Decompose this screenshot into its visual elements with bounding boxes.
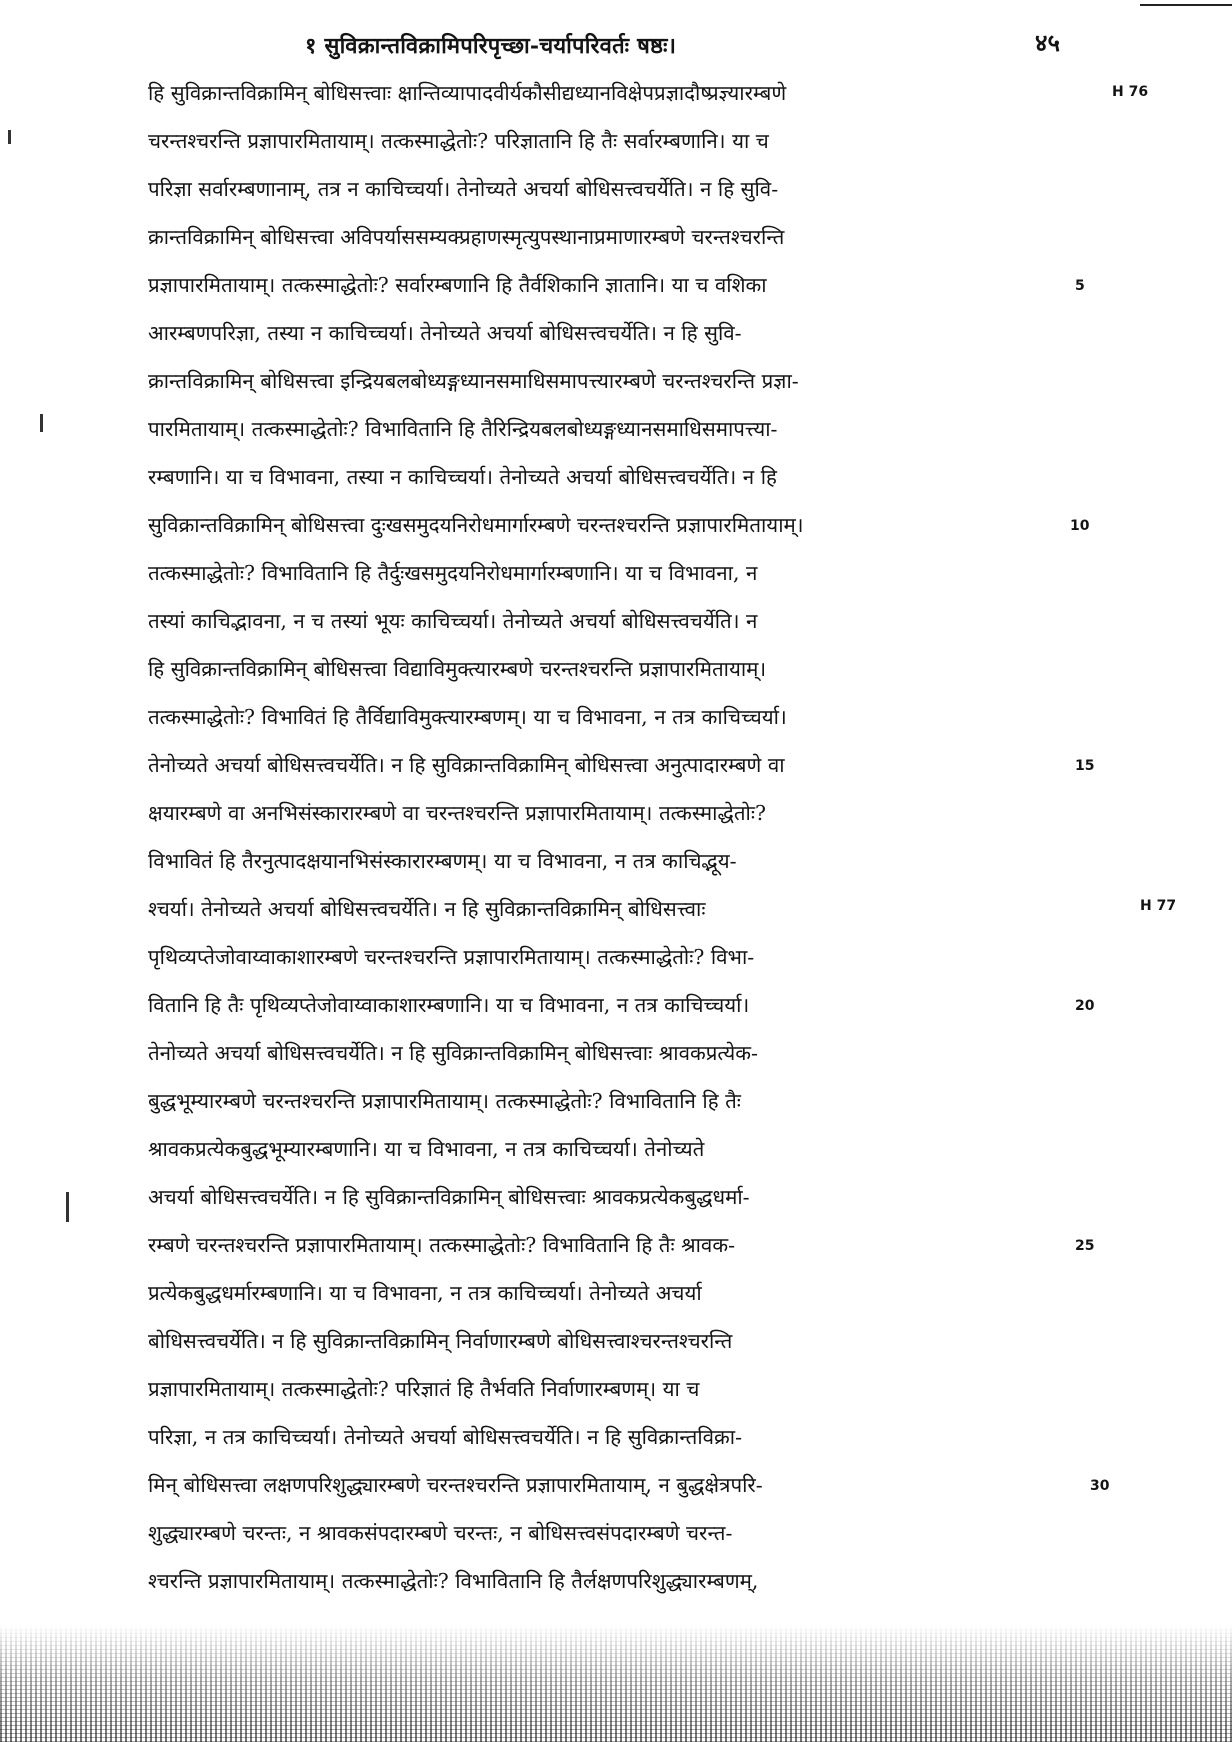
text-line: श्रावकप्रत्येकबुद्धभूम्यारम्बणानि। या च विभावना, न तत्र काचिच्चर्या। तेनोच्यते bbox=[148, 1137, 705, 1161]
line-number: 15 bbox=[1075, 758, 1095, 774]
line-number: 20 bbox=[1075, 998, 1095, 1014]
text-line: पृथिव्यप्तेजोवाय्वाकाशारम्बणे चरन्तश्चरन्ति प्रज्ञापारमितायाम्। तत्कस्माद्धेतोः? विभा- bbox=[148, 945, 755, 969]
text-line: परिज्ञा सर्वारम्बणानाम्, तत्र न काचिच्चर्या। तेनोच्यते अचर्या बोधिसत्त्वचर्येति। न हि सुवि- bbox=[148, 177, 779, 201]
text-line: रम्बणे चरन्तश्चरन्ति प्रज्ञापारमितायाम्। तत्कस्माद्धेतोः? विभावितानि हि तैः श्रावक- bbox=[148, 1233, 735, 1257]
text-line: हि सुविक्रान्तविक्रामिन् बोधिसत्त्वाः क्षान्तिव्यापादवीर्यकौसीद्यध्यानविक्षेपप्रज्ञादौष्प्रज्ञ्यारम्बणे bbox=[148, 81, 787, 105]
line-number: 10 bbox=[1070, 518, 1090, 534]
text-line: विभावितं हि तैरनुत्पादक्षयानभिसंस्कारारम्बणम्। या च विभावना, न तत्र काचिद्भूय- bbox=[148, 849, 737, 873]
text-line: क्षयारम्बणे वा अनभिसंस्कारारम्बणे वा चरन्तश्चरन्ति प्रज्ञापारमितायाम्। तत्कस्माद्धेतोः? bbox=[148, 801, 766, 825]
text-line: बोधिसत्त्वचर्येति। न हि सुविक्रान्तविक्रामिन् निर्वाणारम्बणे बोधिसत्त्वाश्चरन्तश्चरन्ति bbox=[148, 1329, 733, 1353]
scan-mark bbox=[66, 1192, 69, 1222]
scan-mark bbox=[40, 414, 43, 432]
text-line: श्चर्या। तेनोच्यते अचर्या बोधिसत्त्वचर्येति। न हि सुविक्रान्तविक्रामिन् बोधिसत्त्वाः bbox=[148, 897, 706, 921]
text-line: प्रज्ञापारमितायाम्। तत्कस्माद्धेतोः? सर्वारम्बणानि हि तैर्वशिकानि ज्ञातानि। या च वशिका bbox=[148, 273, 767, 297]
line-number: 5 bbox=[1075, 278, 1085, 294]
text-line: हि सुविक्रान्तविक्रामिन् बोधिसत्त्वा विद्याविमुक्त्यारम्बणे चरन्तश्चरन्ति प्रज्ञापारमितायाम्। bbox=[148, 657, 767, 681]
page-number: ४५ bbox=[1035, 28, 1060, 57]
text-line: रम्बणानि। या च विभावना, तस्या न काचिच्चर्या। तेनोच्यते अचर्या बोधिसत्त्वचर्येति। न हि bbox=[148, 465, 777, 489]
text-line: परिज्ञा, न तत्र काचिच्चर्या। तेनोच्यते अचर्या बोधिसत्त्वचर्येति। न हि सुविक्रान्तविक्रा- bbox=[148, 1425, 743, 1449]
scan-noise-band bbox=[0, 1625, 1232, 1742]
text-line: तेनोच्यते अचर्या बोधिसत्त्वचर्येति। न हि सुविक्रान्तविक्रामिन् बोधिसत्त्वा अनुत्पादारम्बणे वा bbox=[148, 753, 785, 777]
text-line: तेनोच्यते अचर्या बोधिसत्त्वचर्येति। न हि सुविक्रान्तविक्रामिन् बोधिसत्त्वाः श्रावकप्रत्येक- bbox=[148, 1041, 758, 1065]
top-rule bbox=[1140, 4, 1232, 6]
margin-ref-h76: H 76 bbox=[1112, 84, 1149, 100]
text-line: आरम्बणपरिज्ञा, तस्या न काचिच्चर्या। तेनोच्यते अचर्या बोधिसत्त्वचर्येति। न हि सुवि- bbox=[148, 321, 742, 345]
text-line: सुविक्रान्तविक्रामिन् बोधिसत्त्वा दुःखसमुदयनिरोधमार्गारम्बणे चरन्तश्चरन्ति प्रज्ञापारमितायाम्। bbox=[148, 513, 804, 537]
text-line: क्रान्तविक्रामिन् बोधिसत्त्वा इन्द्रियबलबोध्यङ्गध्यानसमाधिसमापत्त्यारम्बणे चरन्तश्चरन्ति प्रज्ञा- bbox=[148, 369, 799, 393]
text-line: शुद्ध्यारम्बणे चरन्तः, न श्रावकसंपदारम्बणे चरन्तः, न बोधिसत्त्वसंपदारम्बणे चरन्त- bbox=[148, 1521, 733, 1545]
text-line: तत्कस्माद्धेतोः? विभावितं हि तैर्विद्याविमुक्त्यारम्बणम्। या च विभावना, न तत्र काचिच्चर्या। bbox=[148, 705, 787, 729]
line-number: 30 bbox=[1090, 1478, 1110, 1494]
text-line: अचर्या बोधिसत्त्वचर्येति। न हि सुविक्रान्तविक्रामिन् बोधिसत्त्वाः श्रावकप्रत्येकबुद्धधर्मा- bbox=[148, 1185, 750, 1209]
text-line: श्चरन्ति प्रज्ञापारमितायाम्। तत्कस्माद्धेतोः? विभावितानि हि तैर्लक्षणपरिशुद्ध्यारम्बणम्, bbox=[148, 1569, 759, 1593]
line-number: 25 bbox=[1075, 1238, 1095, 1254]
text-line: पारमितायाम्। तत्कस्माद्धेतोः? विभावितानि हि तैरिन्द्रियबलबोध्यङ्गध्यानसमाधिसमापत्त्या- bbox=[148, 417, 778, 441]
text-line: वितानि हि तैः पृथिव्यप्तेजोवाय्वाकाशारम्बणानि। या च विभावना, न तत्र काचिच्चर्या। bbox=[148, 993, 750, 1017]
text-line: तत्कस्माद्धेतोः? विभावितानि हि तैर्दुःखसमुदयनिरोधमार्गारम्बणानि। या च विभावना, न bbox=[148, 561, 758, 585]
margin-ref-h77: H 77 bbox=[1140, 898, 1177, 914]
text-line: तस्यां काचिद्भावना, न च तस्यां भूयः काचिच्चर्या। तेनोच्यते अचर्या बोधिसत्त्वचर्येति। न bbox=[148, 609, 758, 633]
text-line: मिन् बोधिसत्त्वा लक्षणपरिशुद्ध्यारम्बणे चरन्तश्चरन्ति प्रज्ञापारमितायाम्, न बुद्धक्षेत्रपरि- bbox=[148, 1473, 763, 1497]
page-header-title: १ सुविक्रान्तविक्रामिपरिपृच्छा-चर्यापरिवर्तः षष्ठः। bbox=[305, 33, 677, 59]
text-line: बुद्धभूम्यारम्बणे चरन्तश्चरन्ति प्रज्ञापारमितायाम्। तत्कस्माद्धेतोः? विभावितानि हि तैः bbox=[148, 1089, 741, 1113]
text-line: चरन्तश्चरन्ति प्रज्ञापारमितायाम्। तत्कस्माद्धेतोः? परिज्ञातानि हि तैः सर्वारम्बणानि। या च bbox=[148, 129, 769, 153]
scan-mark bbox=[8, 130, 11, 144]
text-line: प्रत्येकबुद्धधर्मारम्बणानि। या च विभावना, न तत्र काचिच्चर्या। तेनोच्यते अचर्या bbox=[148, 1281, 702, 1305]
text-line: प्रज्ञापारमितायाम्। तत्कस्माद्धेतोः? परिज्ञातं हि तैर्भवति निर्वाणारम्बणम्। या च bbox=[148, 1377, 700, 1401]
text-line: क्रान्तविक्रामिन् बोधिसत्त्वा अविपर्याससम्यक्प्रहाणस्मृत्युपस्थानाप्रमाणारम्बणे चरन्तश्चरन्ति bbox=[148, 225, 785, 249]
